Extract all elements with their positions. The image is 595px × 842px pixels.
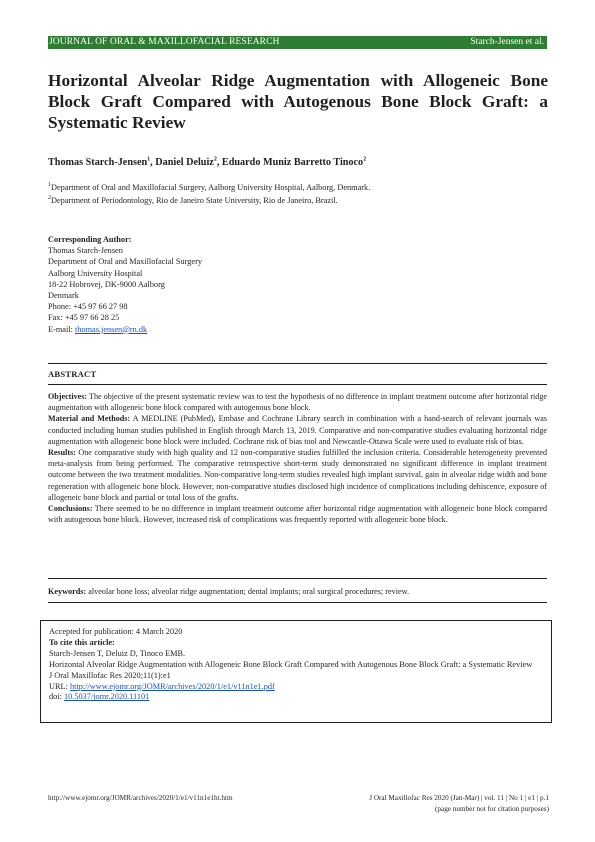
- affiliation-text: Department of Periodontology, Rio de Janeiro State University, Rio de Janeiro, Brazil.: [51, 196, 338, 205]
- article-title: Horizontal Alveolar Ridge Augmentation with Allogeneic Bone Block Graft Compared with Autogenous Bone Block Graft: a Systematic Review: [48, 71, 548, 132]
- affiliation-2: [48, 195, 548, 207]
- keywords-bottom-rule: [48, 602, 547, 603]
- methods-label: Material and Methods:: [48, 414, 131, 424]
- cite-authors: Starch-Jensen T, Deluiz D, Tinoco EMB.: [49, 648, 186, 658]
- conclusions-text: There seemed to be no difference in implant treatment outcome after horizontal ridge augmentation with allogeneic bone block compared with autogenous bone block. However, increased risk of complications was frequently reported with allogeneic bone block.: [48, 504, 547, 525]
- author-name: Daniel Deluiz: [155, 157, 214, 168]
- objectives-text: The objective of the present systematic review was to test the hypothesis of no difference in implant treatment outcome after horizontal ridge augmentation with allogeneic bone block compared with autogenous bone block.: [48, 392, 547, 413]
- author-list: Thomas Starch-Jensen$^1$, Daniel Deluiz$^2$, Eduardo Muniz Barretto Tinoco$^2$: [48, 156, 367, 168]
- results-label: Results:: [48, 448, 76, 458]
- author-name: Eduardo Muniz Barretto Tinoco: [221, 157, 364, 168]
- abstract-objectives: [48, 391, 547, 413]
- corresponding-line: Aalborg University Hospital: [48, 268, 143, 278]
- results-text: One comparative study with high quality and 12 non-comparative studies fulfilled the inclusion criteria. Considerable heterogeneity prevented meta-analysis from being performed. The comparative retrospective short-term study demonstrated no significant difference in implant treatment outcome between the two treatment modalities. Non-comparative long-term studies revealed high implant survival, gain in alveolar ridge width and bone regeneration with allogeneic bone block. However, non-comparative studies disclosed high incidence of complications including dehiscence, exposure of allogeneic bone block and partial or total loss of the grafts.: [48, 448, 547, 502]
- article-url-link[interactable]: http://www.ejomr.org/JOMR/archives/2020/1/e1/v11n1e1.pdf: [69, 681, 275, 691]
- author-affil-sup: 1: [147, 156, 151, 163]
- corresponding-line: Department of Oral and Maxillofacial Surgery: [48, 257, 202, 267]
- url-label: URL:: [49, 681, 70, 691]
- cite-url-line: [49, 682, 547, 693]
- methods-text: A MEDLINE (PubMed), Embase and Cochrane Library search in combination with a hand-search of relevant journals was conducted including human studies published in English through March 13, 2019. Comparative and non-comparative studies evaluating horizontal ridge augmentation with allogeneic bone block were included. Cochrane risk of bias tool and Newcastle-Ottawa Scale were used to evaluate risk of bias.: [48, 414, 548, 446]
- cite-journal: J Oral Maxillofac Res 2020;11(1):e1: [49, 670, 171, 680]
- keywords-text: alveolar bone loss; alveolar ridge augmentation; dental implants; oral surgical procedures; review.: [86, 587, 410, 596]
- affiliation-sup: 2: [48, 195, 51, 202]
- abstract-heading-rule: [48, 384, 547, 385]
- footer-note: (page number not for citation purposes): [435, 805, 549, 813]
- abstract-top-rule: [48, 363, 547, 364]
- journal-name: JOURNAL OF ORAL & MAXILLOFACIAL RESEARCH: [49, 37, 280, 47]
- doi-link[interactable]: 10.5037/jomr.2020.11101: [63, 692, 150, 702]
- corresponding-author-block: [48, 234, 348, 335]
- accepted-date: Accepted for publication: 4 March 2020: [49, 627, 183, 636]
- corresponding-line: Phone: +45 97 66 27 98: [48, 302, 128, 312]
- author-affil-sup: 2: [213, 156, 217, 163]
- affiliation-sup: 1: [48, 182, 51, 189]
- citation-content: [49, 627, 547, 703]
- author-affil-sup: 2: [363, 156, 367, 163]
- corresponding-line: Thomas Starch-Jensen: [48, 246, 123, 256]
- keywords-top-rule: [48, 578, 547, 579]
- email-line: [48, 324, 348, 335]
- keywords: [48, 586, 547, 597]
- affiliation-text: Department of Oral and Maxillofacial Surgery, Aalborg University Hospital, Aalborg, Denmark.: [51, 183, 371, 192]
- abstract-heading: ABSTRACT: [48, 369, 97, 379]
- conclusions-label: Conclusions:: [48, 504, 93, 514]
- abstract-methods: [48, 413, 547, 447]
- abstract-body: [48, 391, 547, 525]
- cite-label: To cite this article:: [49, 637, 115, 647]
- corresponding-line: Fax: +45 97 66 28 25: [48, 313, 120, 323]
- corresponding-author-label: Corresponding Author:: [48, 235, 132, 244]
- doi-label: doi:: [49, 692, 64, 702]
- footer-reference: J Oral Maxillofac Res 2020 (Jan-Mar) | vol. 11 | No 1 | e1 | p.1: [369, 794, 549, 802]
- cite-title: Horizontal Alveolar Ridge Augmentation with Allogeneic Bone Block Graft Compared with Autogenous Bone Block Graft: a Systematic Review: [49, 659, 533, 669]
- footer-url: http://www.ejomr.org/JOMR/archives/2020/1/e1/v11n1e1ht.htm: [48, 794, 233, 802]
- keywords-label: Keywords:: [48, 587, 87, 596]
- abstract-results: [48, 447, 547, 503]
- author-name: Thomas Starch-Jensen: [48, 157, 148, 168]
- affiliation-1: [48, 182, 548, 194]
- citation-box: [40, 620, 552, 723]
- objectives-label: Objectives:: [48, 392, 88, 401]
- email-label: E-mail:: [48, 324, 75, 334]
- running-authors: Starch-Jensen et al.: [470, 37, 544, 47]
- email-link[interactable]: thomas.jensen@rn.dk: [74, 324, 148, 334]
- abstract-conclusions: [48, 503, 547, 525]
- journal-header-bar: [48, 36, 547, 49]
- corresponding-line: 18-22 Hobrovej, DK-9000 Aalborg: [48, 279, 165, 289]
- corresponding-line: Denmark: [48, 291, 79, 301]
- cite-doi-line: [49, 692, 547, 703]
